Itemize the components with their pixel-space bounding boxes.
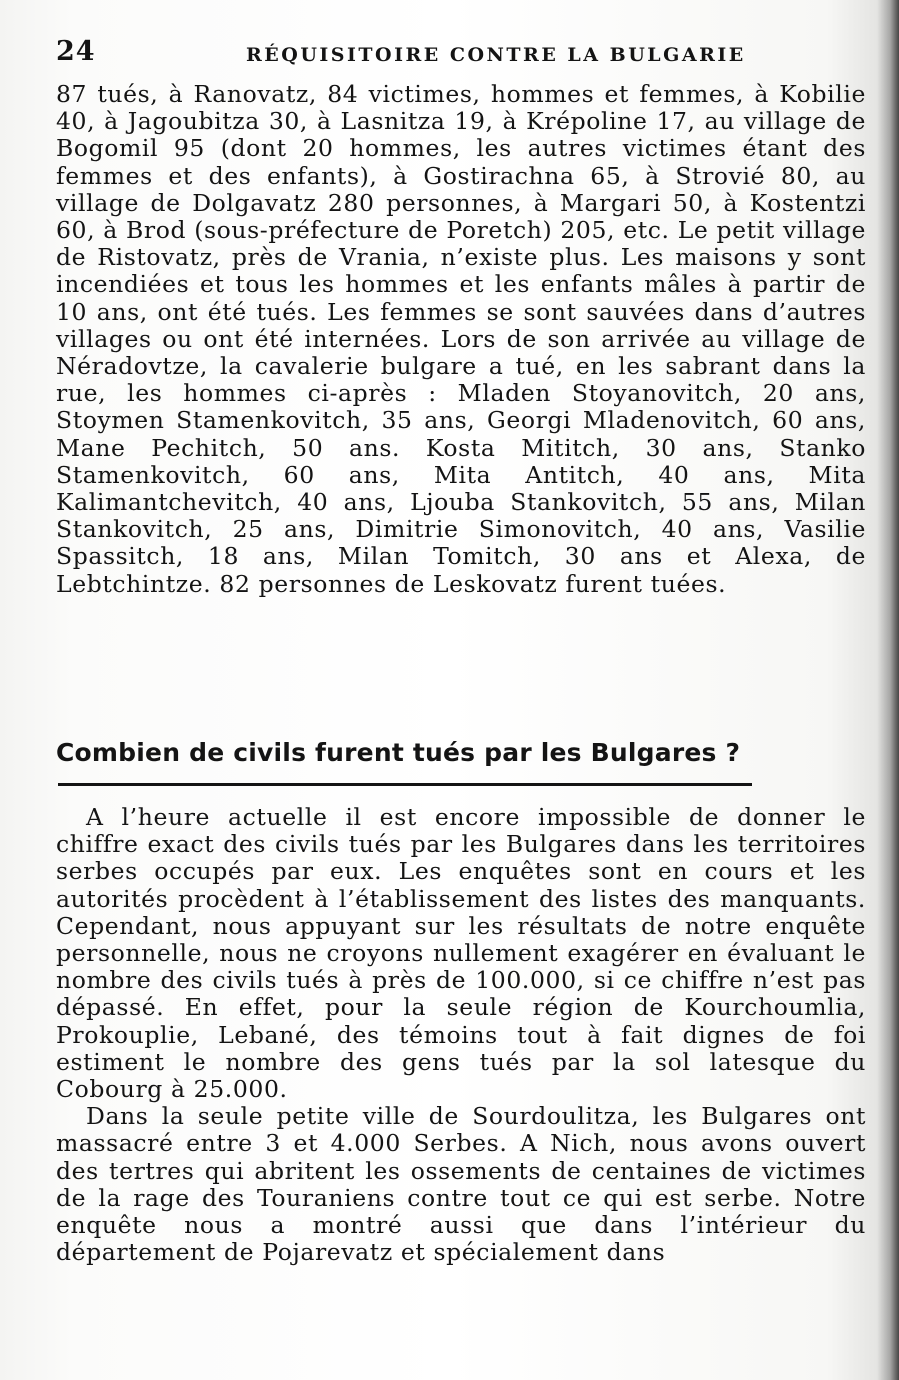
paragraph-estimate: A l’heure actuelle il est encore impossible de donner le chiffre exact des civils tués par les Bulgares dans les territoires serbes occupés par eux. Les enquêtes sont en cours et les autorités procèdent à l’établissement des listes des manquants. Cependant, nous appuyant sur les résultats de notre enquête personnelle, nous ne croyons nullement exagérer en évaluant le nombre des civils tués à près de 100.000, si ce chiffre n’est pas dépassé. En effet, pour la seule région de Kourchoumlia, Prokouplie, Lebané, des témoins tout à fait dignes de foi estiment le nombre des gens tués par la sol latesque du Cobourg à 25.000. [56, 803, 866, 1104]
paragraph-victims-list: 87 tués, à Ranovatz, 84 victimes, hommes et femmes, à Kobilie 40, à Jagoubitza 30, à Lasnitza 19, à Krépoline 17, au village de Bogomil 95 (dont 20 hommes, les autres victimes étant des femmes et des enfants), à Gostirachna 65, à Strovié 80, au village de Dolgavatz 280 personnes, à Margari 50, à Kostentzi 60, à Brod (sous-préfecture de Poretch) 205, etc. Le petit village de Ristovatz, près de Vrania, n’existe plus. Les maisons y sont incendiées et tous les hommes et les enfants mâles à partir de 10 ans, ont été tués. Les femmes se sont sauvées dans d’autres villages ou ont été internées. Lors de son arrivée au village de Néradovtze, la cavalerie bulgare a tué, en les sabrant dans la rue, les hommes ci-après : Mladen Stoyanovitch, 20 ans, Stoymen Stamenkovitch, 35 ans, Georgi Mladenovitch, 60 ans, Mane Pechitch, 50 ans. Kosta Mititch, 30 ans, Stanko Stamenkovitch, 60 ans, Mita Antitch, 40 ans, Mita Kalimantchevitch, 40 ans, Ljouba Stankovitch, 55 ans, Milan Stankovitch, 25 ans, Dimitrie Simonovitch, 40 ans, Vasilie Spassitch, 18 ans, Milan Tomitch, 30 ans et Alexa, de Lebtchintze. 82 personnes de Leskovatz furent tuées. [56, 80, 866, 598]
body-text-top [56, 81, 866, 598]
page-edge-shadow [877, 0, 899, 1380]
running-title: RÉQUISITOIRE CONTRE LA BULGARIE [246, 44, 746, 66]
page-header [56, 36, 866, 76]
page-number: 24 [56, 36, 96, 67]
section-heading: Combien de civils furent tués par les Bulgares ? [56, 738, 741, 767]
heading-underline [58, 783, 752, 786]
body-text-bottom [56, 804, 866, 1266]
paragraph-massacres: Dans la seule petite ville de Sourdoulitza, les Bulgares ont massacré entre 3 et 4.000 Serbes. A Nich, nous avons ouvert des tertres qui abritent les ossements de centaines de victimes de la rage des Touraniens contre tout ce qui est serbe. Notre enquête nous a montré aussi que dans l’intérieur du département de Pojarevatz et spécialement dans [56, 1102, 866, 1267]
